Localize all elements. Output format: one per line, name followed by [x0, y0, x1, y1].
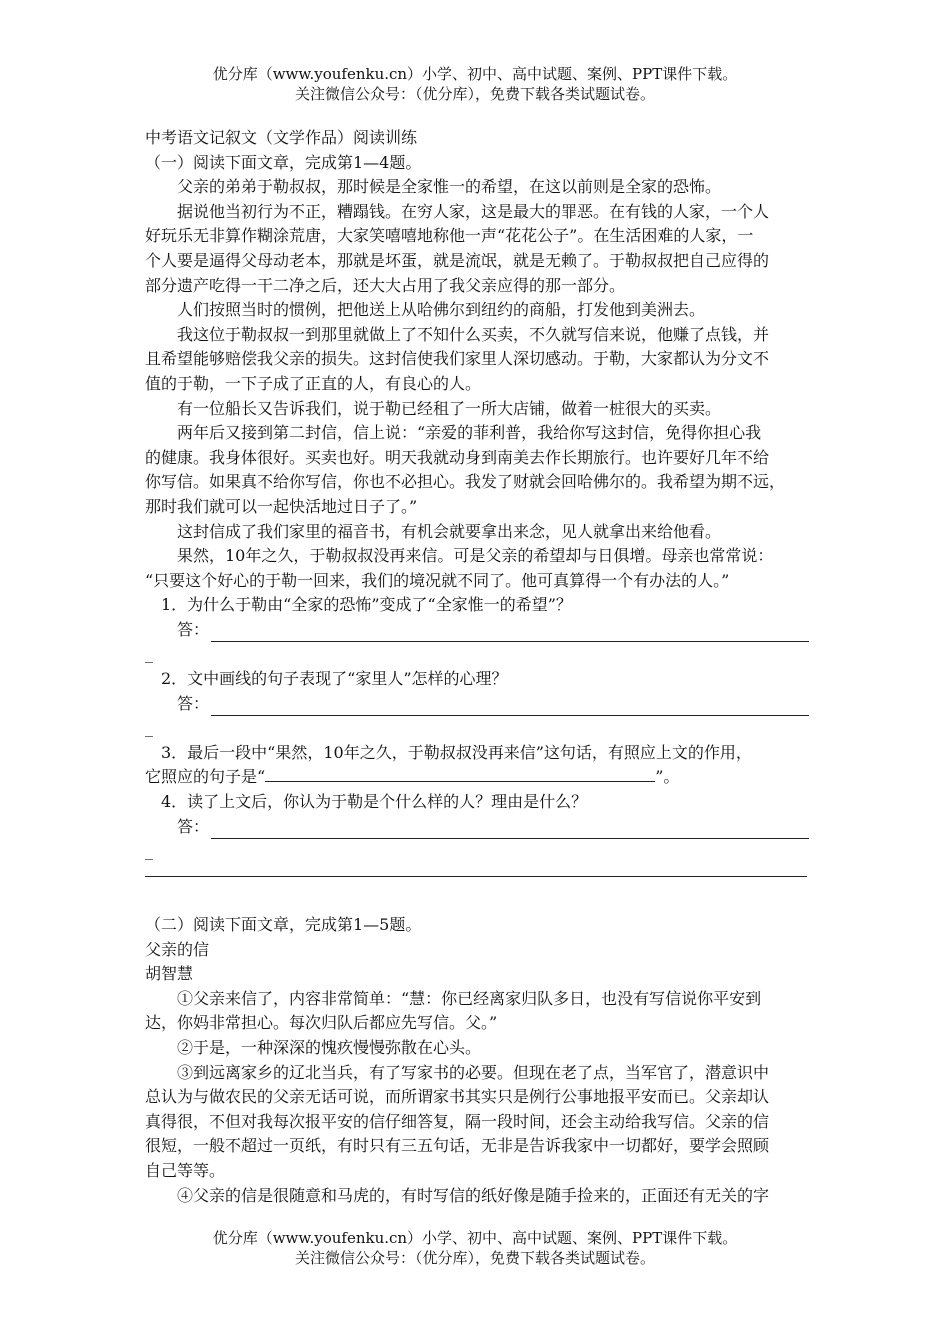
part1-text-line: 好玩乐无非算作糊涂荒唐，大家笑嘻嘻地称他一声“花花公子”。在生活困难的人家，一 — [145, 226, 754, 246]
part2-text-line: ③到远离家乡的辽北当兵，有了写家书的必要。但现在老了点，当军官了，潜意识中 — [177, 1062, 770, 1082]
part1-text-line: 两年后又接到第二封信，信上说：“亲爱的菲利普，我给你写这封信，免得你担心我 — [177, 423, 762, 443]
question-3-prefix: 它照应的句子是“ — [145, 767, 266, 787]
answer-blank[interactable] — [145, 864, 807, 877]
answer-line-1 — [145, 618, 817, 643]
part1-text-line: 这封信成了我们家里的福音书，有机会就要拿出来念，见人就拿出来给他看。 — [177, 521, 722, 541]
part1-text-line: 我这位于勒叔叔一到那里就做上了不知什么买卖，不久就写信来说，他赚了点钱，并 — [177, 324, 770, 344]
answer-line-4 — [145, 815, 817, 840]
question-3: 3．最后一段中“果然，10年之久，于勒叔叔没再来信”这句话，有照应上文的作用， — [161, 742, 752, 762]
page-header — [0, 64, 950, 104]
document-body — [145, 126, 817, 1208]
part1-text-line: 果然，10年之久，于勒叔叔没再来信。可是父亲的希望却与日俱增。母亲也常常说： — [177, 546, 774, 566]
part1-text-line: 父亲的弟弟于勒叔叔，那时候是全家惟一的希望，在这以前则是全家的恐怖。 — [177, 177, 722, 197]
part2-text-line: 真得很，不但对我每次报平安的信仔细答复，隔一段时间，还会主动给我写信。父亲的信 — [145, 1111, 770, 1131]
answer-label: 答： — [177, 693, 210, 713]
answer-blank[interactable] — [211, 821, 809, 839]
fill-blank[interactable] — [265, 765, 655, 782]
part1-heading: （一）阅读下面文章，完成第1—4题。 — [145, 152, 422, 172]
question-1: 1．为什么于勒由“全家的恐怖”变成了“全家惟一的希望”？ — [161, 595, 572, 615]
part2-text-line: 很短，一般不超过一页纸，有时只有三五句话，无非是告诉我家中一切都好，要学会照顾 — [145, 1136, 770, 1156]
answer-line-2 — [145, 692, 817, 717]
footer-line-1: 优分库（www.youfenku.cn）小学、初中、高中试题、案例、PPT课件下载。 — [212, 1229, 738, 1247]
part1-text-line: 部分遗产吃得一干二净之后，还大大占用了我父亲应得的那一部分。 — [145, 275, 626, 295]
article-title: 父亲的信 — [145, 939, 210, 959]
section-gap — [145, 888, 817, 913]
part1-text-line: 值的于勒，一下子成了正直的人，有良心的人。 — [145, 373, 482, 393]
answer-extra-line — [145, 864, 817, 889]
part1-text-line: 的健康。我身体很好。买卖也好。明天我就动身到南美去作长期旅行。也许要好几年不给 — [145, 447, 770, 467]
part2-text-line: ①父亲来信了，内容非常简单：“慧：你已经离家归队多日，也没有写信说你平安到 — [177, 988, 762, 1008]
part1-text-line: 据说他当初行为不正，糟蹋钱。在穷人家，这是最大的罪恶。在有钱的人家，一个人 — [177, 201, 770, 221]
answer-blank[interactable] — [211, 698, 809, 716]
part1-text-line: 那时我们就可以一起快活地过日子了。” — [145, 496, 418, 516]
part1-text-line: 有一位船长又告诉我们，说于勒已经租了一所大店铺，做着一桩很大的买卖。 — [177, 398, 722, 418]
part2-text-line: ④父亲的信是很随意和马虎的，有时写信的纸好像是随手捡来的，正面还有无关的字 — [177, 1185, 770, 1205]
answer-label: 答： — [177, 816, 210, 836]
footer-line-2: 关注微信公众号：（优分库），免费下载各类试题试卷。 — [294, 1249, 655, 1267]
answer-dash: _ — [145, 644, 153, 664]
part1-text-line: 个人要是逼得父母动老本，那就是坏蛋，就是流氓，就是无赖了。于勒叔叔把自己应得的 — [145, 250, 770, 270]
article-author: 胡智慧 — [145, 964, 194, 984]
part2-text-line: ②于是，一种深深的愧疚慢慢弥散在心头。 — [177, 1037, 482, 1057]
part2-heading: （二）阅读下面文章，完成第1—5题。 — [145, 915, 422, 934]
question-3-fill — [145, 765, 817, 790]
answer-blank[interactable] — [211, 624, 809, 642]
document-title: 中考语文记叙文（文学作品）阅读训练 — [145, 128, 418, 147]
part2-text-line: 达，你妈非常担心。每次归队后都应先写信。父。” — [145, 1013, 498, 1033]
header-line-1: 优分库（www.youfenku.cn）小学、初中、高中试题、案例、PPT课件下载。 — [212, 65, 738, 83]
part1-text-line: 你写信。如果真不给你写信，你也不必担心。我发了财就会回哈佛尔的。我希望为期不远， — [145, 472, 786, 492]
question-3-suffix: ”。 — [655, 767, 680, 787]
answer-dash: _ — [145, 718, 153, 738]
page-footer — [0, 1228, 950, 1268]
header-line-2: 关注微信公众号：（优分库），免费下载各类试题试卷。 — [294, 85, 655, 103]
part1-text-line: 且希望能够赔偿我父亲的损失。这封信使我们家里人深切感动。于勒，大家都认为分文不 — [145, 349, 770, 369]
answer-dash: _ — [145, 841, 153, 861]
part2-text-line: 自己等等。 — [145, 1160, 226, 1180]
part2-text-line: 总认为与做农民的父亲无话可说，而所谓家书其实只是例行公事地报平安而已。父亲却认 — [145, 1087, 770, 1107]
part1-text-line: 人们按照当时的惯例，把他送上从哈佛尔到纽约的商船，打发他到美洲去。 — [177, 300, 706, 320]
question-4: 4．读了上文后，你认为于勒是个什么样的人？理由是什么？ — [161, 792, 588, 812]
question-2: 2．文中画线的句子表现了“家里人”怎样的心理？ — [161, 669, 508, 689]
answer-label: 答： — [177, 619, 210, 639]
part1-text-line: “只要这个好心的于勒一回来，我们的境况就不同了。他可真算得一个有办法的人。” — [145, 570, 730, 590]
